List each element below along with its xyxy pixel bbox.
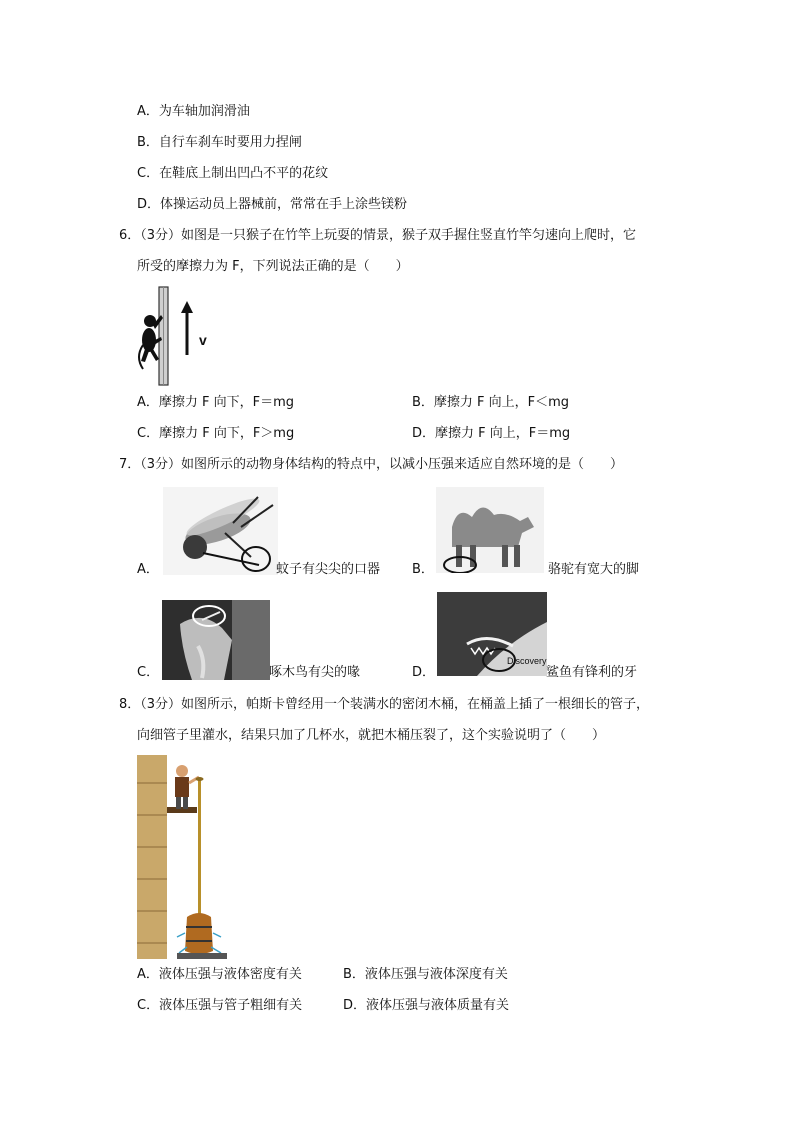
q6-option-a: A．摩擦力 F 向下，F＝mg — [137, 395, 295, 410]
q7-option-a-caption: 蚊子有尖尖的口器 — [276, 562, 381, 577]
q6-option-b: B．摩擦力 F 向上，F＜mg — [412, 395, 570, 410]
q8-option-b: B．液体压强与液体深度有关 — [343, 967, 508, 982]
q6-stem-line2: 所受的摩擦力为 F，下列说法正确的是（ ） — [137, 259, 409, 274]
q7-option-b-caption: 骆驼有宽大的脚 — [548, 562, 640, 577]
q7-option-c-caption: 啄木鸟有尖的喙 — [269, 665, 361, 680]
q8-stem-line1: 8．（3分）如图所示，帕斯卡曾经用一个装满水的密闭木桶，在桶盖上插了一根细长的管子， — [119, 697, 650, 712]
q7-option-c-letter: C． — [137, 665, 160, 680]
shark-image — [437, 592, 547, 680]
camel-image — [436, 487, 544, 577]
q6-stem-line1: 6．（3分）如图是一只猴子在竹竿上玩耍的情景，猴子双手握住竖直竹竿匀速向上爬时，它 — [119, 228, 637, 243]
discovery-watermark: Discovery — [507, 656, 547, 666]
woodpecker-image — [162, 600, 270, 684]
mosquito-image — [163, 487, 278, 579]
q7-option-b-letter: B． — [412, 562, 434, 577]
q6-option-d: D．摩擦力 F 向上，F＝mg — [412, 426, 571, 441]
q7-option-d-letter: D． — [412, 665, 436, 680]
q8-option-a: A．液体压强与液体密度有关 — [137, 967, 302, 982]
velocity-label: v — [199, 332, 207, 348]
q5-option-c: C．在鞋底上制出凹凸不平的花纹 — [137, 166, 329, 181]
q5-option-b: B．自行车刹车时要用力捏闸 — [137, 135, 302, 150]
q5-option-a: A．为车轴加润滑油 — [137, 104, 250, 119]
q5-option-d: D．体操运动员上器械前，常常在手上涂些镁粉 — [137, 197, 408, 212]
q7-option-a-letter: A． — [137, 562, 159, 577]
q6-option-c: C．摩擦力 F 向下，F＞mg — [137, 426, 295, 441]
q8-option-d: D．液体压强与液体质量有关 — [343, 998, 510, 1013]
q8-stem-line2: 向细管子里灌水，结果只加了几杯水，就把木桶压裂了，这个实验说明了（ ） — [137, 728, 606, 743]
q8-option-c: C．液体压强与管子粗细有关 — [137, 998, 303, 1013]
q7-option-d-caption: 鲨鱼有锋利的牙 — [546, 665, 638, 680]
q7-stem: 7．（3分）如图所示的动物身体结构的特点中，以减小压强来适应自然环境的是（ ） — [119, 457, 624, 472]
monkey-pole-figure — [137, 285, 227, 389]
pascal-barrel-figure — [137, 755, 229, 963]
